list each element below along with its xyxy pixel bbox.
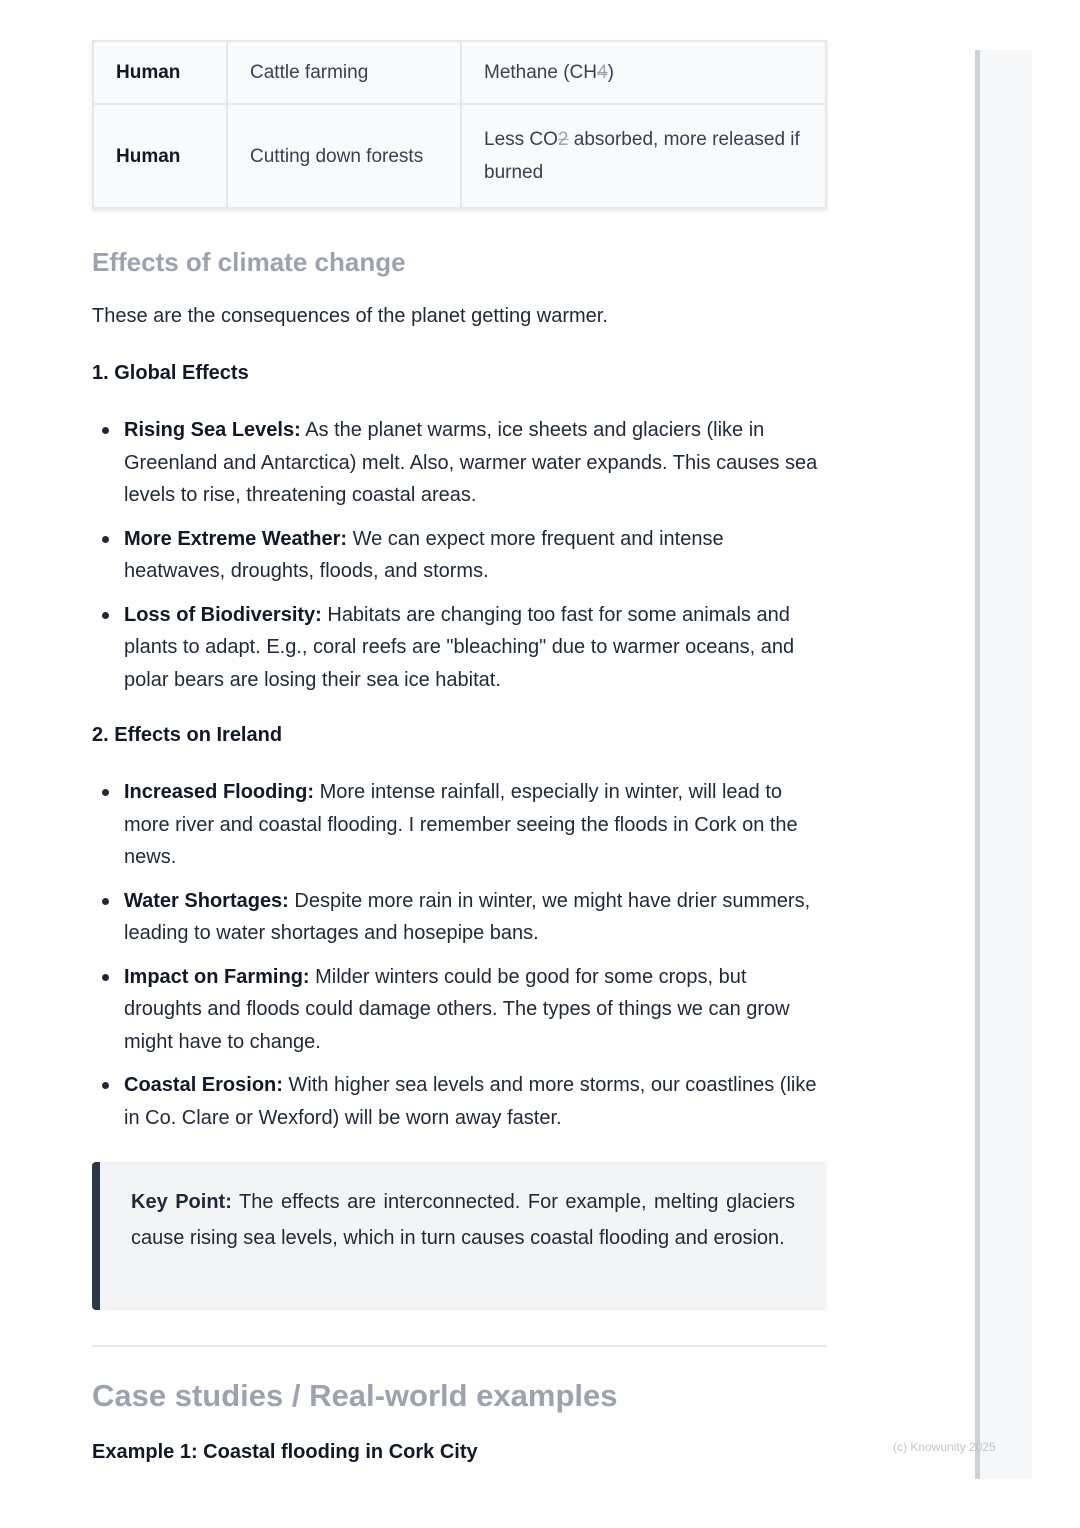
item-text: Milder winters could be good for some crops, but droughts and floods could damage others. The types of things we can grow might have to change. bbox=[124, 965, 790, 1053]
key-point-text: The effects are interconnected. For example, melting glaciers cause rising sea levels, which in turn causes coastal flooding and erosion. bbox=[131, 1191, 795, 1249]
effects-heading: Effects of climate change bbox=[92, 247, 406, 277]
key-point-callout bbox=[92, 1162, 827, 1310]
gas-subscript: 4 bbox=[597, 62, 608, 83]
global-effects-heading: 1. Global Effects bbox=[92, 362, 249, 384]
item-text: Habitats are changing too fast for some animals and plants to adapt. E.g., coral reefs are "bleaching" due to warmer oceans, and polar bears are losing their sea ice habitat. bbox=[124, 603, 795, 691]
table-row bbox=[93, 104, 826, 208]
global-effects-list bbox=[92, 414, 824, 707]
table-cell-activity: Cutting down forests bbox=[227, 104, 461, 208]
list-item bbox=[124, 414, 824, 512]
key-point-label: Key Point: bbox=[131, 1191, 232, 1213]
item-text: With higher sea levels and more storms, our coastlines (like in Co. Clare or Wexford) will be worn away faster. bbox=[124, 1074, 817, 1129]
gas-text-after: ) bbox=[607, 62, 614, 83]
item-label: Rising Sea Levels: bbox=[124, 419, 301, 441]
list-item bbox=[124, 961, 824, 1059]
item-label: Impact on Farming: bbox=[124, 965, 310, 988]
table-cell-source: Human bbox=[93, 41, 227, 104]
copyright-footer: (c) Knowunity 2025 bbox=[893, 1440, 996, 1454]
item-text: As the planet warms, ice sheets and glaciers (like in Greenland and Antarctica) melt. Also, warmer water expands. This causes sea levels to rise, threatening coastal areas. bbox=[124, 419, 818, 507]
case-studies-heading: Case studies / Real-world examples bbox=[92, 1378, 618, 1413]
item-label: Water Shortages: bbox=[124, 889, 289, 912]
item-label: More Extreme Weather: bbox=[124, 527, 348, 550]
gas-subscript: 2 bbox=[557, 129, 569, 150]
item-text: Despite more rain in winter, we might have drier summers, leading to water shortages and hosepipe bans. bbox=[124, 889, 811, 945]
right-sidebar bbox=[975, 50, 1032, 1479]
ireland-effects-list bbox=[92, 776, 824, 1145]
table-row bbox=[93, 41, 826, 104]
causes-table bbox=[92, 40, 827, 209]
gas-text-after: absorbed, more released if burned bbox=[484, 129, 800, 183]
table-cell-activity: Cattle farming bbox=[227, 41, 461, 104]
list-item bbox=[124, 599, 824, 697]
effects-intro: These are the consequences of the planet getting warmer. bbox=[92, 305, 608, 327]
section-divider bbox=[92, 1345, 827, 1347]
gas-text: Methane (CH bbox=[484, 62, 597, 83]
table-cell-source: Human bbox=[93, 104, 227, 208]
item-label: Coastal Erosion: bbox=[124, 1074, 283, 1097]
table-cell-gas bbox=[461, 104, 826, 208]
item-label: Increased Flooding: bbox=[124, 781, 315, 803]
table-cell-gas bbox=[461, 41, 826, 104]
item-label: Loss of Biodiversity: bbox=[124, 603, 322, 626]
list-item bbox=[124, 1069, 824, 1134]
ireland-effects-heading: 2. Effects on Ireland bbox=[92, 724, 283, 746]
gas-text: Less CO bbox=[484, 129, 558, 150]
item-text: We can expect more frequent and intense heatwaves, droughts, floods, and storms. bbox=[124, 527, 724, 583]
example-1-heading: Example 1: Coastal flooding in Cork City bbox=[92, 1441, 478, 1463]
list-item bbox=[124, 523, 824, 588]
list-item bbox=[124, 885, 824, 950]
item-text: More intense rainfall, especially in winter, will lead to more river and coastal flooding. I remember seeing the floods in Cork on the news. bbox=[124, 781, 798, 869]
list-item bbox=[124, 776, 824, 874]
